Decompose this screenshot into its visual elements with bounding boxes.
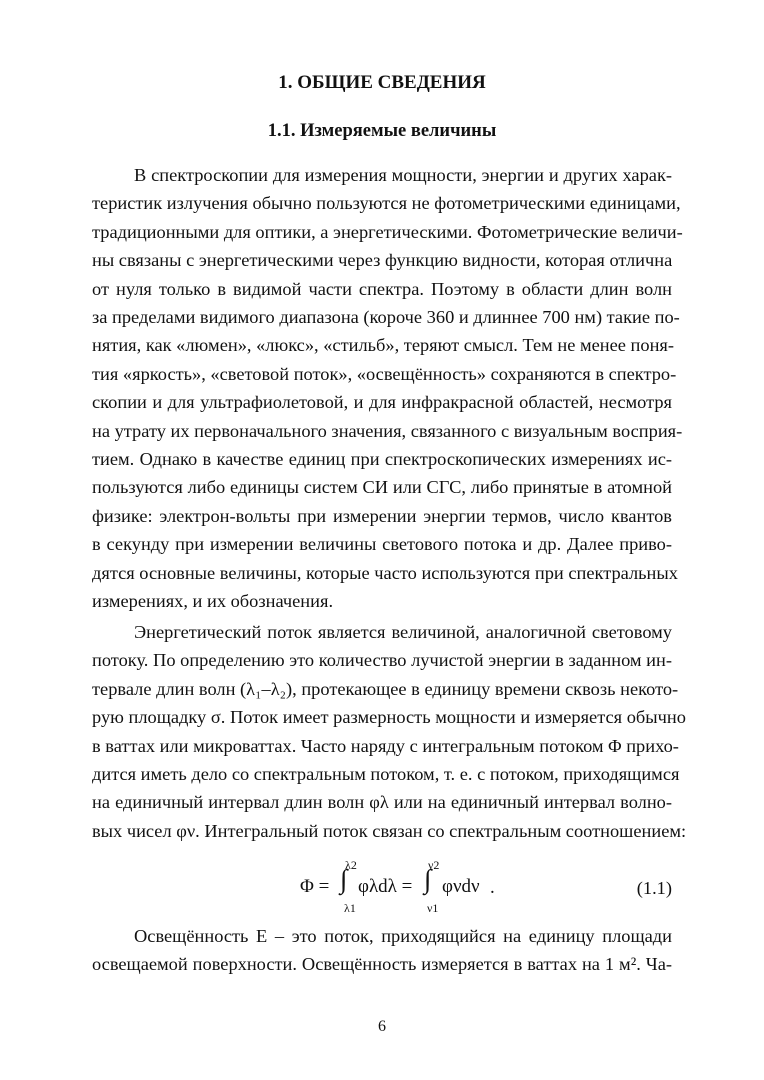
text-line: традиционными для оптики, а энергетическими. Фотометрические величи- — [92, 221, 683, 242]
text-line: освещаемой поверхности. Освещённость измеряется в ваттах на 1 м². Ча- — [92, 954, 672, 975]
text-line: на утрату их первоначального значения, связанного с визуальным восприя- — [92, 420, 683, 441]
text-line: в секунду при измерении величины светового потока и др. Далее приво- — [92, 534, 672, 555]
equation-1-1 — [92, 858, 672, 916]
equation-number: (1.1) — [636, 878, 672, 898]
integral-sign: ∫ — [424, 864, 432, 894]
paragraph-intro — [92, 161, 683, 616]
integral-sign: ∫ — [340, 864, 348, 894]
text-line: потоку. По определению это количество лучистой энергии в заданном ин- — [92, 650, 672, 671]
text-line: измерениях, и их обозначения. — [92, 591, 334, 612]
text-line: пользуются либо единицы систем СИ или СГС, либо принятые в атомной — [92, 477, 672, 498]
page-number: 6 — [378, 1018, 386, 1035]
text-line: теристик излучения обычно пользуются не фотометрическими единицами, — [92, 193, 681, 214]
text-line: Энергетический поток является величиной, аналогичной световому — [134, 622, 672, 642]
text-line: ны связаны с энергетическими через функцию видности, которая отлична — [92, 250, 673, 271]
text-line: дится иметь дело со спектральным потоком, т. е. с потоком, приходящимся — [92, 764, 680, 785]
text-line: вых чисел φν. Интегральный поток связан со спектральным соотношением: — [92, 820, 687, 841]
text-line: тервале длин волн (λ₁–λ₂), протекающее в единицу времени сквозь некото- — [92, 678, 679, 699]
text-line: дятся основные величины, которые часто используются при спектральных — [92, 562, 678, 583]
text-line: В спектроскопии для измерения мощности, энергии и других харак- — [134, 165, 672, 185]
text-line: нятия, как «люмен», «люкс», «стильб», теряют смысл. Тем не менее поня- — [92, 335, 675, 356]
paragraph-illuminance — [92, 922, 672, 979]
integral-lower-limit: ν1 — [427, 901, 439, 915]
text-line: Освещённость E – это поток, приходящийся на единицу площади — [134, 926, 672, 946]
text-line: тием. Однако в качестве единиц при спектроскопических измерениях ис- — [92, 449, 672, 470]
integrand: φνdν — [442, 876, 480, 897]
text-line: скопии и для ультрафиолетовой, и для инфракрасной областей, несмотря — [92, 392, 672, 413]
text-line: рую площадку σ. Поток имеет размерность мощности и измеряется обычно — [92, 707, 686, 728]
equation-lhs: Φ = — [300, 876, 330, 897]
equation-end-period: . — [490, 877, 495, 898]
text-line: за пределами видимого диапазона (короче 360 и длиннее 700 нм) такие по- — [92, 307, 680, 328]
integral-upper-limit: ν2 — [428, 858, 440, 872]
equation-body — [300, 858, 540, 916]
text-line: в ваттах или микроваттах. Часто наряду с интегральным потоком Φ прихо- — [92, 735, 679, 756]
text-line: тия «яркость», «световой поток», «освещённость» сохраняются в спектро- — [92, 363, 677, 384]
text-line: на единичный интервал длин волн φλ или на единичный интервал волно- — [92, 792, 672, 813]
integrand: φλdλ = — [358, 876, 413, 897]
integral-upper-limit: λ2 — [345, 858, 357, 872]
text-line: от нуля только в видимой части спектра. Поэтому в области длин волн — [92, 278, 672, 299]
chapter-title: 1. ОБЩИЕ СВЕДЕНИЯ — [278, 72, 486, 93]
paragraph-energy-flux — [92, 618, 687, 845]
section-title: 1.1. Измеряемые величины — [267, 121, 497, 141]
text-line: физике: электрон-вольты при измерении энергии термов, число квантов — [92, 505, 672, 526]
integral-lower-limit: λ1 — [344, 901, 356, 915]
